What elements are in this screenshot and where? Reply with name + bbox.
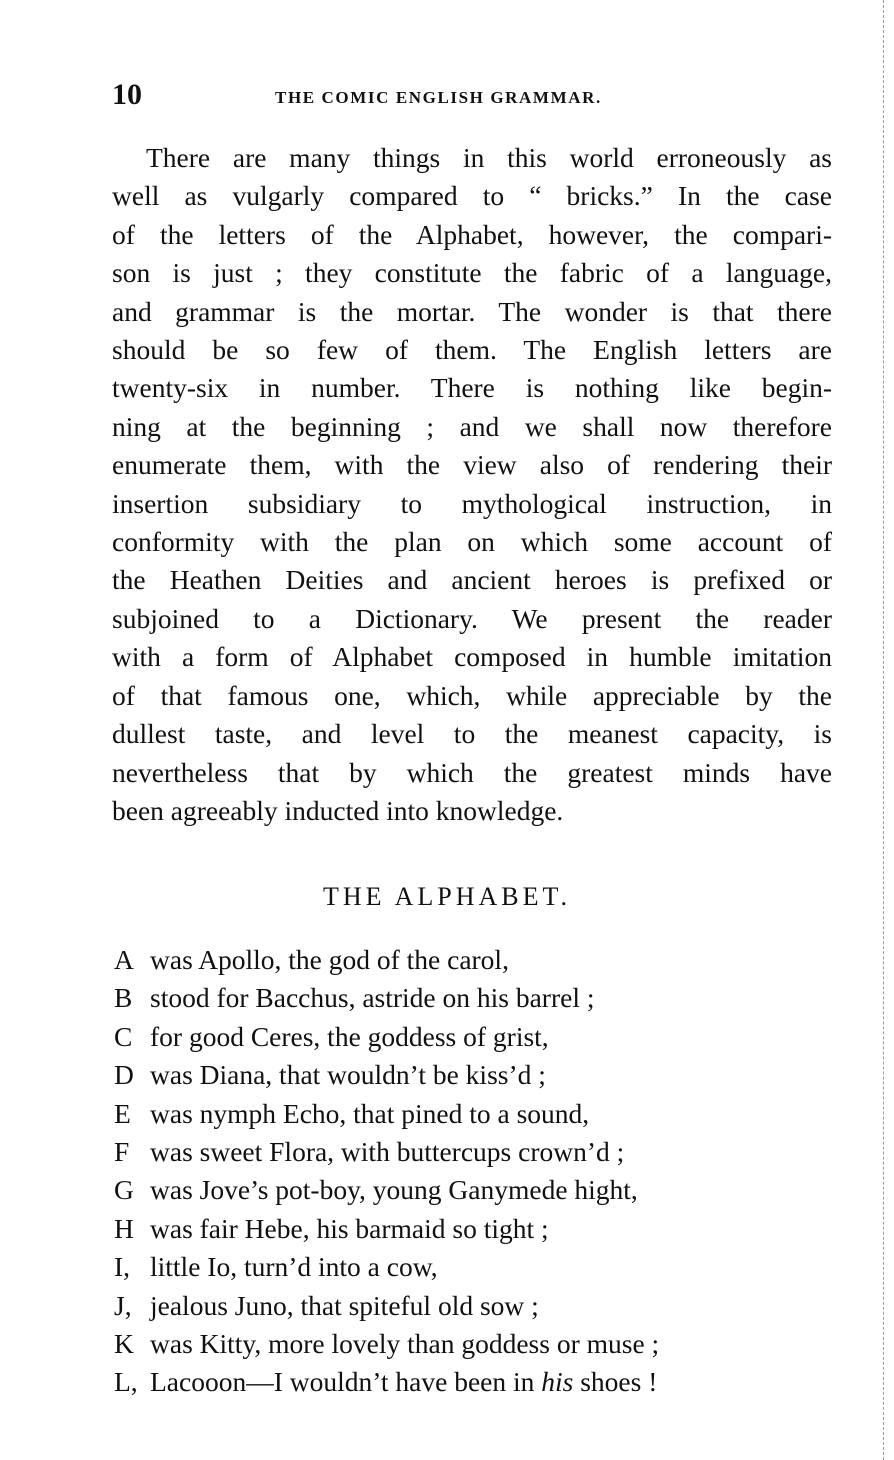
paragraph-line: well as vulgarly compared to “ bricks.” In the case: [112, 180, 832, 212]
verse-text: little Io, turn’d into a cow,: [150, 1251, 438, 1283]
paragraph-line: and grammar is the mortar. The wonder is that there: [112, 295, 832, 327]
paragraph-line: ning at the beginning ; and we shall now therefore: [112, 410, 832, 442]
paragraph-line: subjoined to a Dictionary. We present the reader: [112, 602, 832, 634]
paragraph-line: son is just ; they constitute the fabric of a language,: [112, 257, 832, 289]
verse-text: stood for Bacchus, astride on his barrel ;: [150, 982, 595, 1014]
page-edge-divider: [883, 0, 884, 1460]
running-title: THE COMIC ENGLISH GRAMMAR.: [275, 88, 602, 107]
verse-letter: F: [114, 1136, 130, 1168]
verse-text-part: Lacooon—I wouldn’t have been in: [150, 1366, 542, 1398]
verse-letter: E: [114, 1097, 131, 1129]
verse-text: was sweet Flora, with buttercups crown’d ;: [150, 1136, 625, 1168]
paragraph-line: should be so few of them. The English letters are: [112, 334, 832, 366]
verse-text: was Jove’s pot-boy, young Ganymede hight,: [150, 1174, 638, 1206]
paragraph-line: twenty-six in number. There is nothing like begin-: [112, 372, 832, 404]
verse-text: jealous Juno, that spiteful old sow ;: [150, 1289, 539, 1321]
verse-text: was nymph Echo, that pined to a sound,: [150, 1097, 590, 1129]
section-heading: THE ALPHABET.: [323, 882, 571, 911]
verse-line: [114, 1363, 834, 1401]
verse-line: [114, 1018, 834, 1056]
page-header: [110, 78, 832, 118]
verse-letter: H: [114, 1212, 134, 1244]
verse-line: [114, 1133, 834, 1171]
intro-paragraph: [112, 139, 832, 830]
verse-letter: B: [114, 982, 133, 1014]
verse-letter: D: [114, 1059, 134, 1091]
paragraph-line: conformity with the plan on which some account of: [112, 526, 832, 558]
paragraph-line: with a form of Alphabet composed in humble imitation: [112, 641, 832, 673]
paragraph-line: of that famous one, which, while appreciable by the: [112, 679, 832, 711]
paragraph-line: been agreeably inducted into knowledge.: [112, 794, 564, 826]
verse-italic-word: his: [541, 1366, 574, 1398]
verse-line: [114, 1056, 834, 1094]
verse-letter: G: [114, 1174, 134, 1206]
verse-text-part: shoes !: [573, 1366, 658, 1398]
page-number: 10: [112, 78, 142, 111]
alphabet-verse: [114, 941, 834, 1402]
verse-line: [114, 1325, 834, 1363]
verse-line: [114, 979, 834, 1017]
verse-text: was Apollo, the god of the carol,: [150, 944, 509, 975]
verse-line: [114, 941, 834, 979]
verse-letter: J,: [114, 1289, 132, 1321]
verse-text: [150, 1366, 657, 1397]
verse-line: [114, 1210, 834, 1248]
verse-letter: K: [114, 1328, 134, 1360]
verse-letter: I,: [114, 1251, 131, 1283]
verse-letter: A: [114, 944, 134, 975]
verse-text: for good Ceres, the goddess of grist,: [150, 1020, 549, 1052]
paragraph-line: the Heathen Deities and ancient heroes is prefixed or: [112, 564, 832, 596]
verse-line: [114, 1248, 834, 1286]
paragraph-line: of the letters of the Alphabet, however, the compari-: [112, 218, 832, 250]
verse-line: [114, 1095, 834, 1133]
paragraph-line: There are many things in this world erroneously as: [146, 142, 832, 173]
paragraph-line: enumerate them, with the view also of rendering their: [112, 449, 832, 481]
verse-text: was fair Hebe, his barmaid so tight ;: [150, 1212, 549, 1244]
verse-text: was Kitty, more lovely than goddess or muse ;: [150, 1328, 660, 1360]
verse-letter: L,: [114, 1366, 138, 1398]
verse-letter: C: [114, 1020, 133, 1052]
paragraph-line: nevertheless that by which the greatest minds have: [112, 756, 832, 788]
paragraph-line: insertion subsidiary to mythological instruction, in: [112, 487, 832, 519]
verse-line: [114, 1171, 834, 1209]
paragraph-line: dullest taste, and level to the meanest capacity, is: [112, 718, 832, 750]
verse-line: [114, 1287, 834, 1325]
verse-text: was Diana, that wouldn’t be kiss’d ;: [150, 1059, 546, 1091]
